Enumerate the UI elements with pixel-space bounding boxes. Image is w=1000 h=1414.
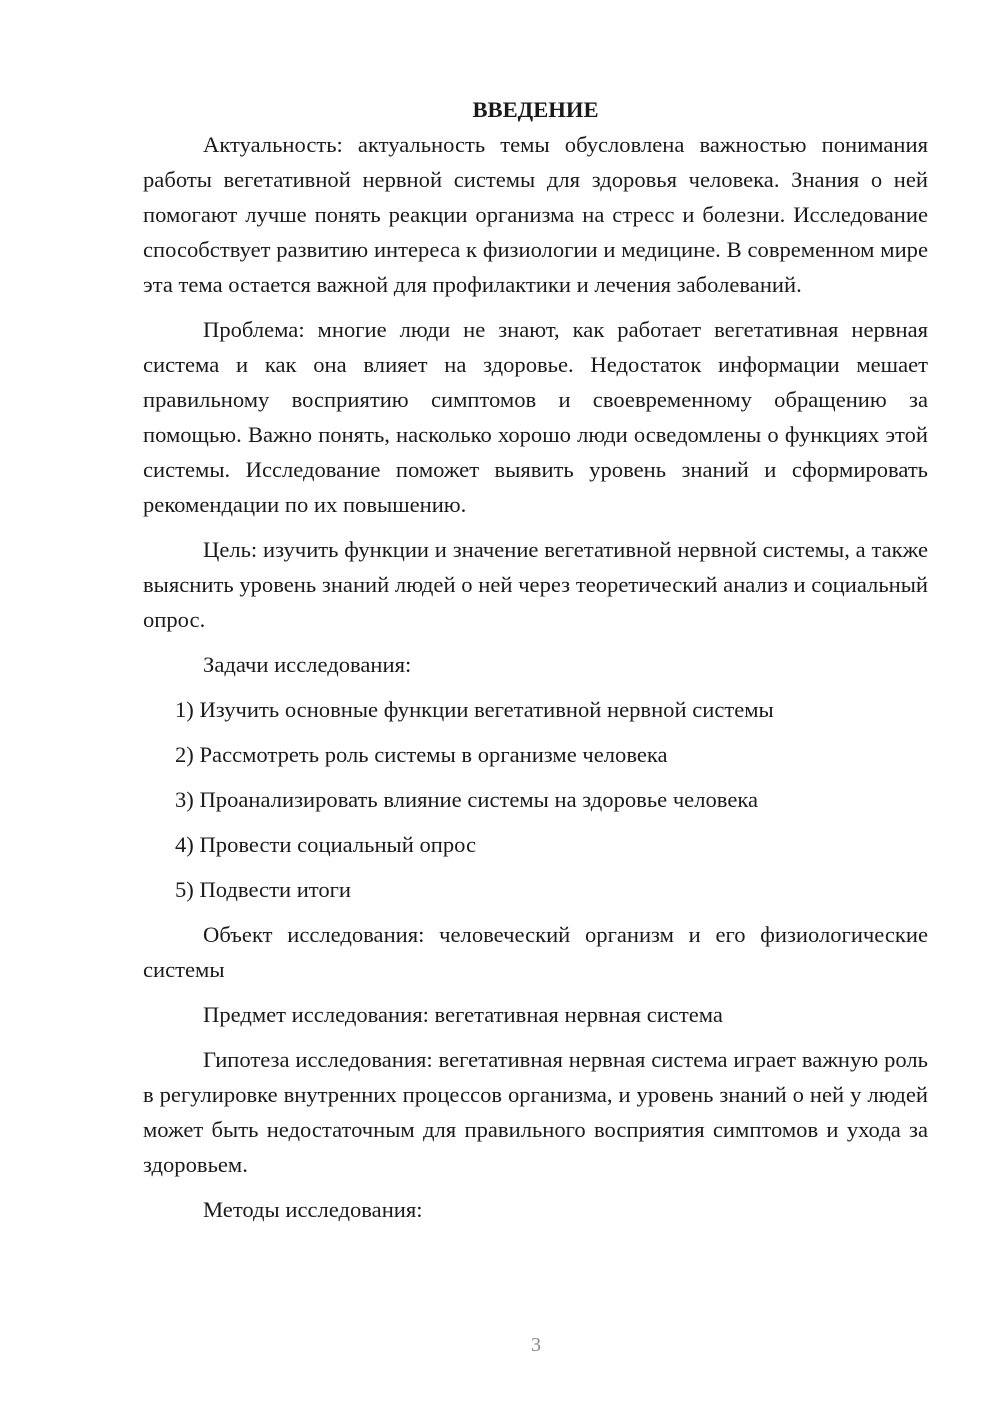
task-item-1: 1) Изучить основные функции вегетативной нервной системы <box>175 697 774 722</box>
hypothesis-paragraph: Гипотеза исследования: вегетативная нервная система играет важную роль в регулировке внутренних процессов организма, и уровень знаний о ней у людей может быть недостаточным для правильного восприятия симптомов и ухода за здоровьем. <box>143 1047 928 1177</box>
problem-paragraph: Проблема: многие люди не знают, как работает вегетативная нервная система и как она влияет на здоровье. Недостаток информации мешает правильному восприятию симптомов и своевременному обращению за помощью. Важно понять, насколько хорошо люди осведомлены о функциях этой системы. Исследование поможет выявить уровень знаний и сформировать рекомендации по их повышению. <box>143 317 928 517</box>
tasks-list <box>143 692 928 907</box>
object-paragraph: Объект исследования: человеческий организм и его физиологические системы <box>143 922 928 982</box>
tasks-label: Задачи исследования: <box>203 652 412 677</box>
task-item-2: 2) Рассмотреть роль системы в организме человека <box>175 742 668 767</box>
page-number: 3 <box>531 1334 541 1356</box>
methods-label: Методы исследования: <box>203 1197 423 1222</box>
section-title: ВВЕДЕНИЕ <box>472 97 599 122</box>
subject-paragraph: Предмет исследования: вегетативная нервная система <box>203 1002 723 1027</box>
relevance-paragraph: Актуальность: актуальность темы обусловлена важностью понимания работы вегетативной нервной системы для здоровья человека. Знания о ней помогают лучше понять реакции организма на стресс и болезни. Исследование способствует развитию интереса к физиологии и медицине. В современном мире эта тема остается важной для профилактики и лечения заболеваний. <box>143 132 928 297</box>
task-item-4: 4) Провести социальный опрос <box>175 832 477 857</box>
document-page <box>143 92 928 1237</box>
goal-paragraph: Цель: изучить функции и значение вегетативной нервной системы, а также выяснить уровень знаний людей о ней через теоретический анализ и социальный опрос. <box>143 537 928 632</box>
task-item-5: 5) Подвести итоги <box>175 877 352 902</box>
task-item-3: 3) Проанализировать влияние системы на здоровье человека <box>175 787 759 812</box>
